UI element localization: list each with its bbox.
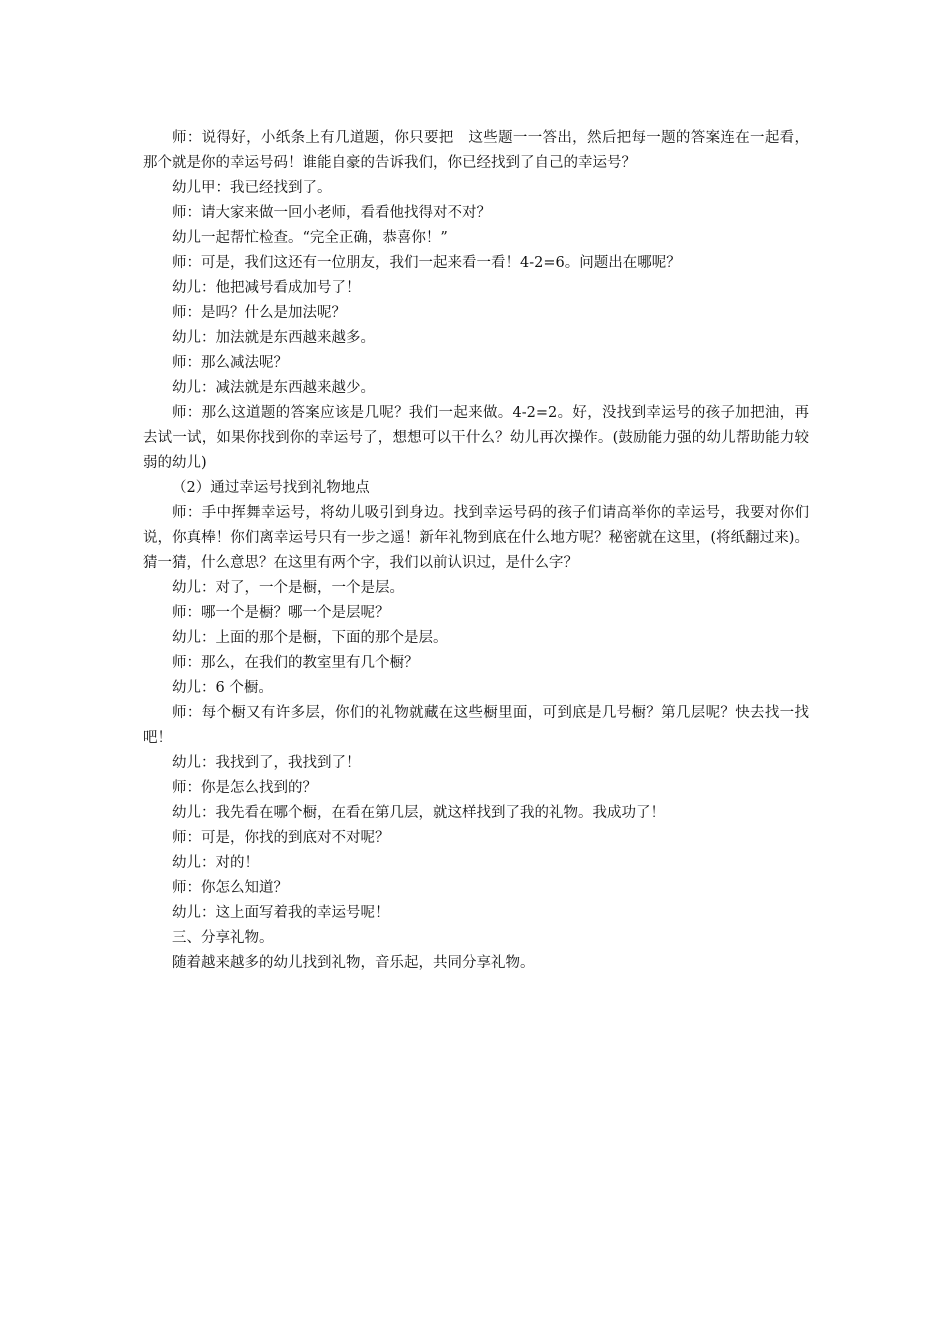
paragraph: 师：哪一个是橱？哪一个是层呢？	[172, 605, 390, 621]
paragraph: 幼儿一起帮忙检查。“完全正确，恭喜你！”	[172, 230, 448, 246]
paragraph: 师：那么减法呢？	[172, 355, 288, 371]
paragraph: 师：请大家来做一回小老师，看看他找得对不对？	[172, 205, 491, 221]
paragraph: 师：可是，你找的到底对不对呢？	[172, 830, 390, 846]
document-body	[143, 126, 809, 976]
paragraph: 幼儿：我找到了，我找到了！	[172, 755, 361, 771]
paragraph: 幼儿：对了，一个是橱，一个是层。	[172, 580, 404, 596]
paragraph: 幼儿：他把减号看成加号了！	[172, 280, 361, 296]
paragraph: 幼儿：减法就是东西越来越少。	[172, 380, 375, 396]
paragraph: 师：手中挥舞幸运号，将幼儿吸引到身边。找到幸运号码的孩子们请高举你的幸运号，我要对你们说，你真棒！你们离幸运号只有一步之遥！新年礼物到底在什么地方呢？秘密就在这里，(将纸翻过来)。猜一猜，什么意思？在这里有两个字，我们以前认识过，是什么字？	[143, 505, 809, 571]
paragraph: 幼儿：对的！	[172, 855, 259, 871]
paragraph: 幼儿甲：我已经找到了。	[172, 180, 332, 196]
paragraph: 师：那么这道题的答案应该是几呢？我们一起来做。4-2=2。好，没找到幸运号的孩子加把油，再去试一试，如果你找到你的幸运号了，想想可以干什么？幼儿再次操作。(鼓励能力强的幼儿帮助能力较弱的幼儿)	[143, 405, 809, 471]
paragraph: 师：你怎么知道？	[172, 880, 288, 896]
paragraph: 幼儿：上面的那个是橱，下面的那个是层。	[172, 630, 448, 646]
paragraph: 幼儿：这上面写着我的幸运号呢！	[172, 905, 390, 921]
paragraph: 师：那么，在我们的教室里有几个橱？	[172, 655, 419, 671]
paragraph: 师：是吗？什么是加法呢？	[172, 305, 346, 321]
paragraph: 幼儿：6 个橱。	[172, 680, 273, 696]
paragraph: 师：说得好，小纸条上有几道题，你只要把 这些题一一答出，然后把每一题的答案连在一起看，那个就是你的幸运号码！谁能自豪的告诉我们，你已经找到了自己的幸运号？	[143, 130, 809, 171]
paragraph: 师：你是怎么找到的？	[172, 780, 317, 796]
paragraph: 师：每个橱又有许多层，你们的礼物就藏在这些橱里面，可到底是几号橱？第几层呢？快去找一找吧！	[143, 705, 809, 746]
paragraph: 幼儿：加法就是东西越来越多。	[172, 330, 375, 346]
section-heading: （2）通过幸运号找到礼物地点	[172, 480, 370, 496]
section-heading: 三、分享礼物。	[172, 930, 274, 946]
paragraph: 随着越来越多的幼儿找到礼物，音乐起，共同分享礼物。	[172, 955, 535, 971]
paragraph: 师：可是，我们这还有一位朋友，我们一起来看一看！4-2=6。问题出在哪呢？	[172, 255, 681, 271]
paragraph: 幼儿：我先看在哪个橱，在看在第几层，就这样找到了我的礼物。我成功了！	[172, 805, 665, 821]
